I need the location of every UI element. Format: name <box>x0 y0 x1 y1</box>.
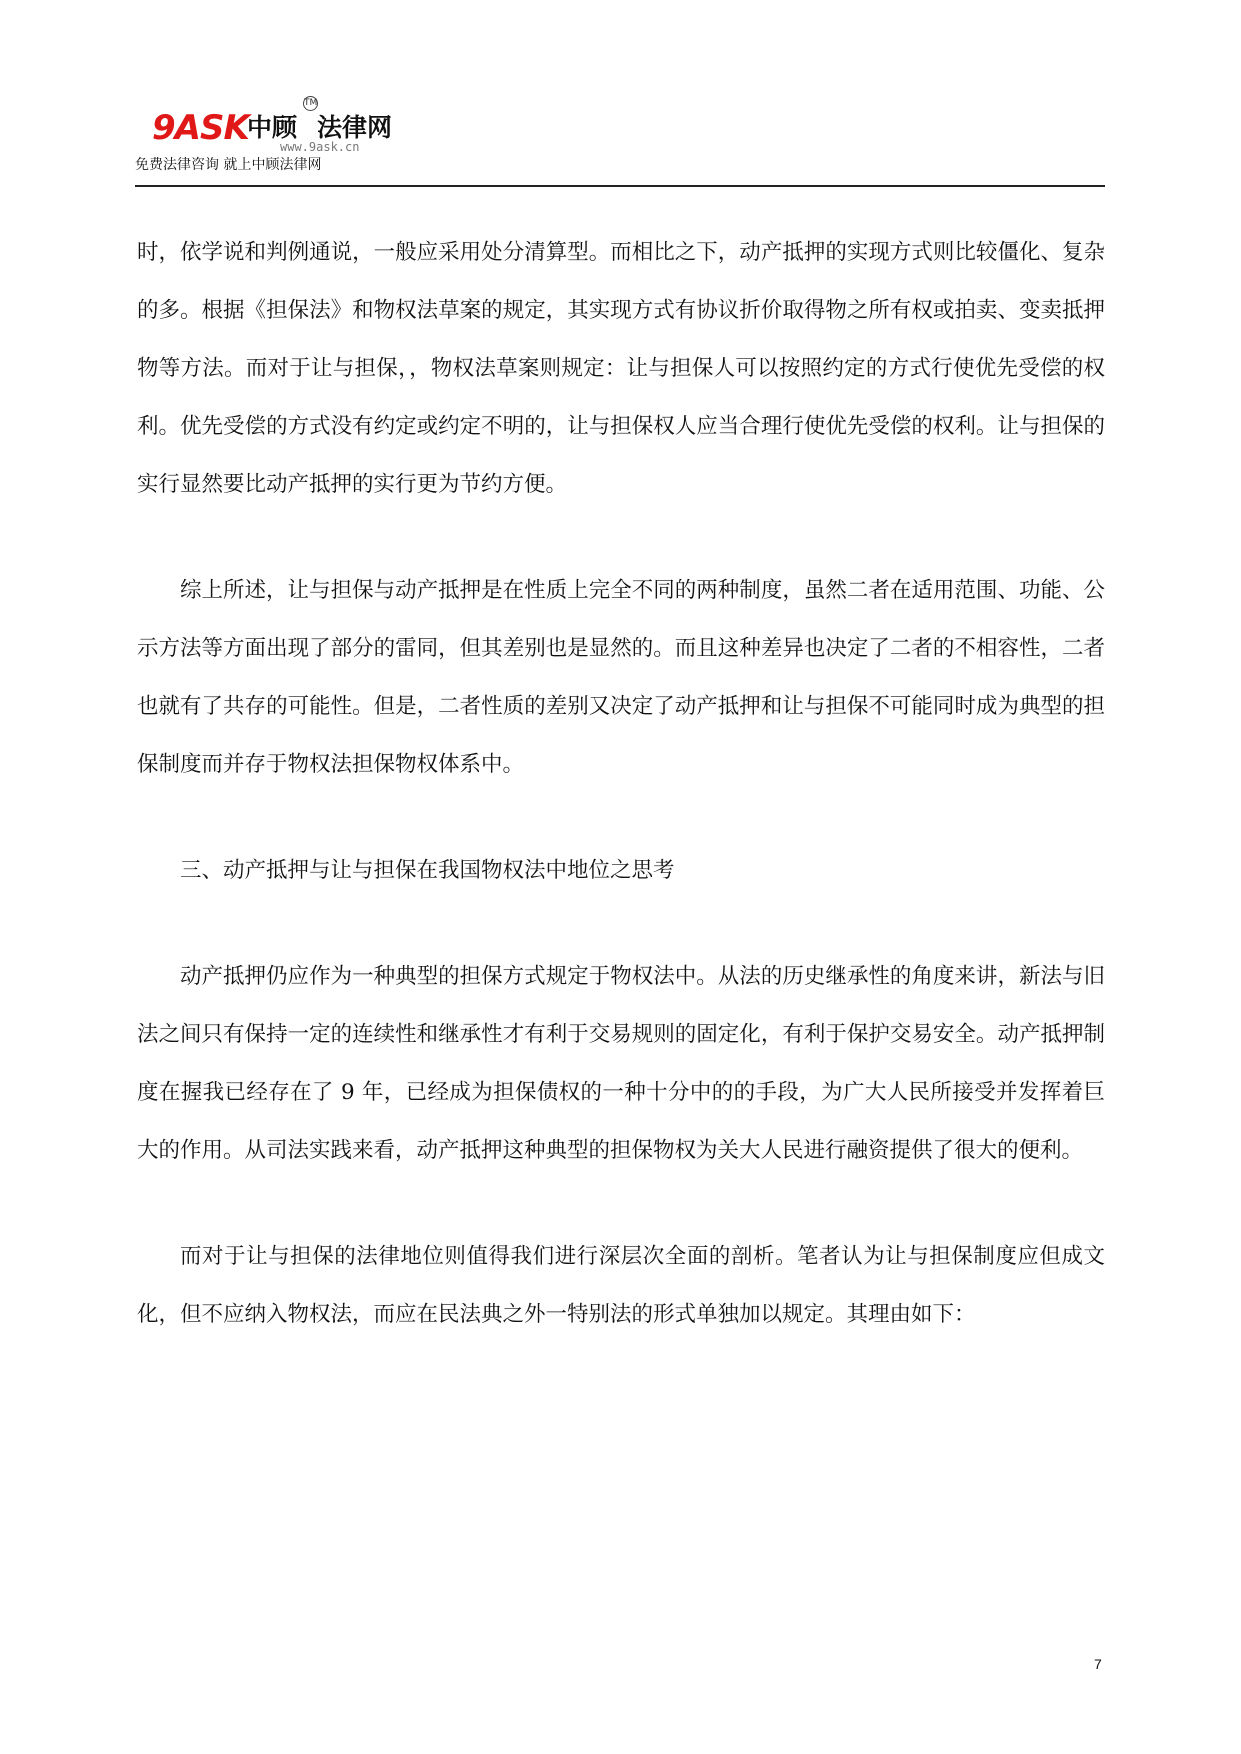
section-heading: 三、动产抵押与让与担保在我国物权法中地位之思考 <box>180 858 675 883</box>
logo-url: www.9ask.cn <box>280 140 360 154</box>
page-number: 7 <box>1094 1656 1102 1672</box>
logo-slogan: 免费法律咨询 就上中顾法律网 <box>135 157 322 173</box>
paragraph-transfer-guarantee: 而对于让与担保的法律地位则值得我们进行深层次全面的剖析。笔者认为让与担保制度应但成文化，但不应纳入物权法，而应在民法典之外一特别法的形式单独加以规定。其理由如下： <box>137 1244 1105 1327</box>
paragraph-gap <box>137 900 1105 948</box>
document-body <box>137 224 1105 1344</box>
paragraph-gap <box>137 794 1105 842</box>
trademark-icon: TM <box>303 96 318 111</box>
paragraph-summary: 综上所述，让与担保与动产抵押是在性质上完全不同的两种制度，虽然二者在适用范围、功能、公示方法等方面出现了部分的雷同，但其差别也是显然的。而且这种差异也决定了二者的不相容性，二者也就有了共存的可能性。但是，二者性质的差别又决定了动产抵押和让与担保不可能同时成为典型的担保制度而并存于物权法担保物权体系中。 <box>137 578 1105 777</box>
paragraph-gap <box>137 514 1105 562</box>
paragraph-continuation: 时，依学说和判例通说，一般应采用处分清算型。而相比之下，动产抵押的实现方式则比较僵化、复杂的多。根据《担保法》和物权法草案的规定，其实现方式有协议折价取得物之所有权或拍卖、变卖抵押物等方法。而对于让与担保，，物权法草案则规定：让与担保人可以按照约定的方式行使优先受偿的权利。优先受偿的方式没有约定或约定不明的，让与担保权人应当合理行使优先受偿的权利。让与担保的实行显然要比动产抵押的实行更为节约方便。 <box>137 240 1105 497</box>
paragraph-gap <box>137 1180 1105 1228</box>
paragraph-chattel-mortgage: 动产抵押仍应作为一种典型的担保方式规定于物权法中。从法的历史继承性的角度来讲，新法与旧法之间只有保持一定的连续性和继承性才有利于交易规则的固定化，有利于保护交易安全。动产抵押制度在握我已经存在了 9 年，已经成为担保债权的一种十分中的的手段，为广大人民所接受并发挥着巨大的作用。从司法实践来看，动产抵押这种典型的担保物权为关大人民进行融资提供了很大的便利。 <box>137 964 1105 1163</box>
page-header <box>135 96 1105 188</box>
logo-name-text: 法律网 <box>317 113 393 142</box>
logo-9ask: 9ASK <box>152 108 249 148</box>
logo-brand-text: 中顾 <box>247 113 298 142</box>
header-divider <box>135 185 1105 187</box>
